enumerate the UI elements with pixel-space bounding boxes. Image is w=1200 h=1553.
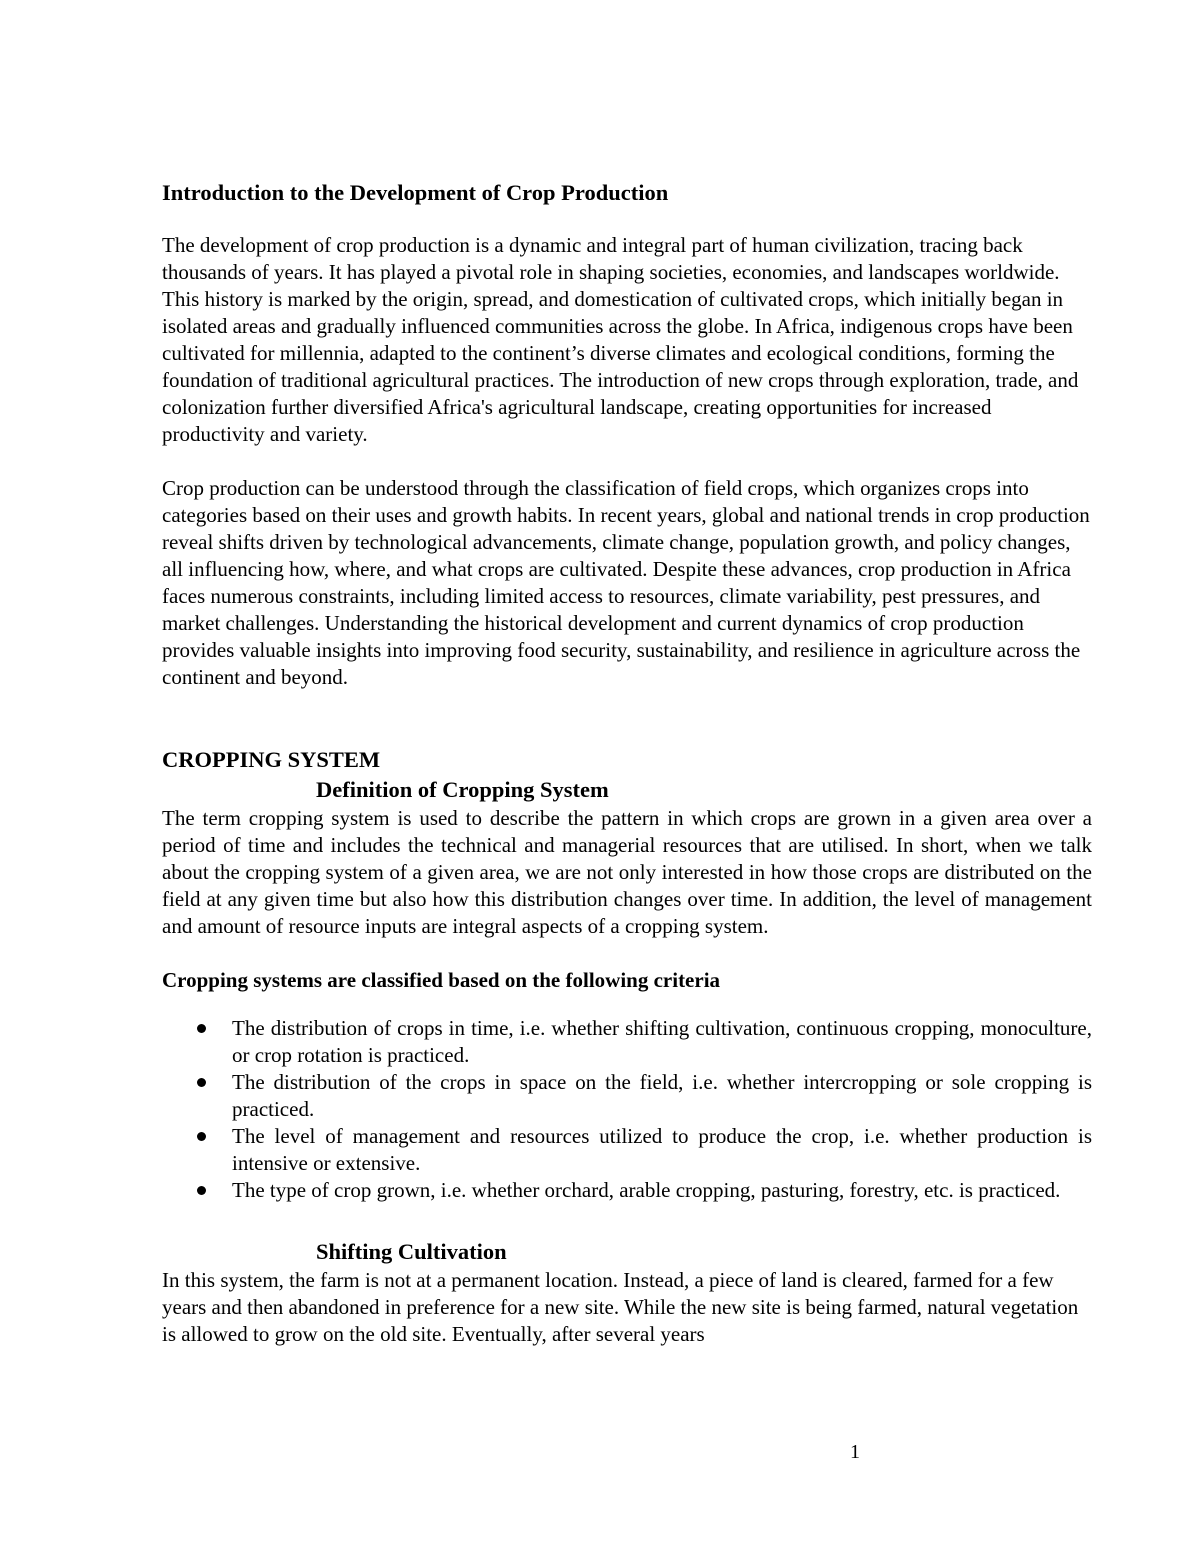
criteria-text: The type of crop grown, i.e. whether orchard, arable cropping, pasturing, forestry, etc. is practiced. <box>232 1178 1061 1202</box>
criteria-text: The distribution of crops in time, i.e. whether shifting cultivation, continuous cropping, monoculture, or crop rotation is practiced. <box>232 1016 1092 1067</box>
definition-heading: Definition of Cropping System <box>316 777 609 802</box>
criteria-list-item <box>162 1123 1092 1177</box>
bullet-icon <box>197 1132 206 1141</box>
shifting-cultivation-heading: Shifting Cultivation <box>316 1239 507 1264</box>
section-heading-cropping-system: CROPPING SYSTEM <box>162 747 381 772</box>
shifting-cultivation-paragraph: In this system, the farm is not at a permanent location. Instead, a piece of land is cleared, farmed for a few years and then abandoned in preference for a new site. While the new site is being farmed, natural vegetation is allowed to grow on the old site. Eventually, after several years <box>162 1268 1079 1346</box>
criteria-text: The distribution of the crops in space on the field, i.e. whether intercropping or sole cropping is practiced. <box>232 1070 1092 1121</box>
definition-paragraph: The term cropping system is used to describe the pattern in which crops are grown in a given area over a period of time and includes the technical and managerial resources that are utilised. In short, when we talk about the cropping system of a given area, we are not only interested in how those crops are distributed on the field at any given time but also how this distribution changes over time. In addition, the level of management and amount of resource inputs are integral aspects of a cropping system. <box>162 806 1092 938</box>
intro-paragraph-1: The development of crop production is a dynamic and integral part of human civilization, tracing back thousands of years. It has played a pivotal role in shaping societies, economies, and landscapes worldwide. This history is marked by the origin, spread, and domestication of cultivated crops, which initially began in isolated areas and gradually influenced communities across the globe. In Africa, indigenous crops have been cultivated for millennia, adapted to the continent’s diverse climates and ecological conditions, forming the foundation of traditional agricultural practices. The introduction of new crops through exploration, trade, and colonization further diversified Africa's agricultural landscape, creating opportunities for increased productivity and variety. <box>162 233 1079 446</box>
bullet-icon <box>197 1186 206 1195</box>
document-title: Introduction to the Development of Crop Production <box>162 180 669 205</box>
page-number: 1 <box>850 1441 860 1463</box>
criteria-text: The level of management and resources utilized to produce the crop, i.e. whether production is intensive or extensive. <box>232 1124 1092 1175</box>
criteria-list-item <box>162 1177 1092 1204</box>
bullet-icon <box>197 1078 206 1087</box>
document-body <box>162 178 1092 1348</box>
intro-paragraph-2: Crop production can be understood through the classification of field crops, which organizes crops into categories based on their uses and growth habits. In recent years, global and national trends in crop production reveal shifts driven by technological advancements, climate change, population growth, and policy changes, all influencing how, where, and what crops are cultivated. Despite these advances, crop production in Africa faces numerous constraints, including limited access to resources, climate variability, pest pressures, and market challenges. Understanding the historical development and current dynamics of crop production provides valuable insights into improving food security, sustainability, and resilience in agriculture across the continent and beyond. <box>162 476 1090 689</box>
criteria-list-item <box>162 1015 1092 1069</box>
bullet-icon <box>197 1024 206 1033</box>
criteria-heading: Cropping systems are classified based on the following criteria <box>162 968 721 992</box>
criteria-list <box>162 1015 1092 1204</box>
criteria-list-item <box>162 1069 1092 1123</box>
